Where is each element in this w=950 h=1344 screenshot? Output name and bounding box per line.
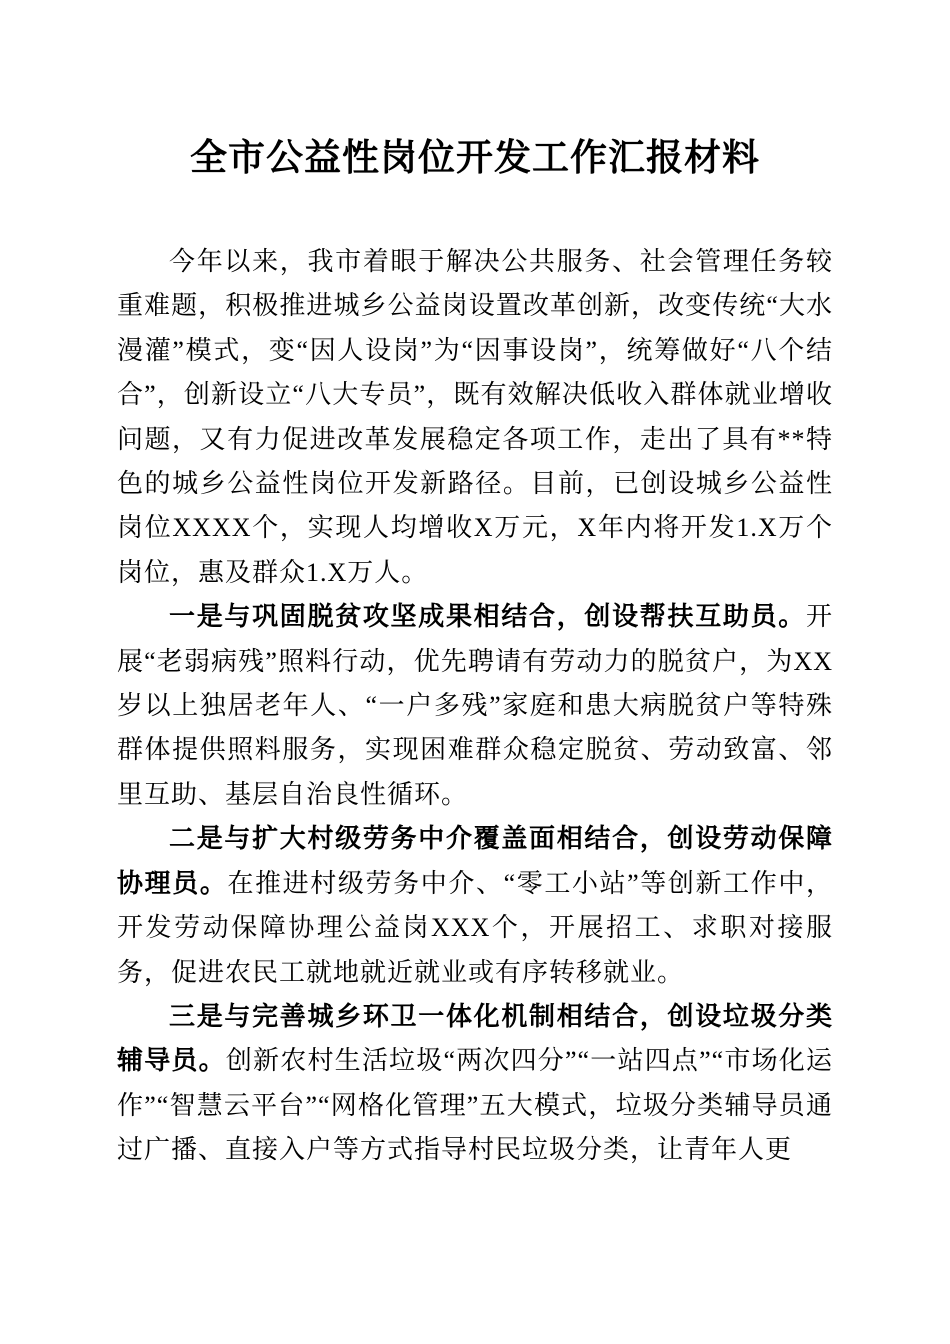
paragraph-point-2-lead-bold: 二是与扩大村级劳务中介覆盖面相结合，创设劳动保障协理员。 — [117, 824, 833, 898]
paragraph-point-1-text: 开展“老弱病残”照料行动，优先聘请有劳动力的脱贫户，为XX岁以上独居老年人、“一户多残”家庭和患大病脱贫户等特殊群体提供照料服务，实现困难群众稳定脱贫、劳动致富、邻里互助、基层自治良性循环。 — [117, 602, 833, 809]
paragraph-point-1 — [117, 595, 833, 817]
paragraph-point-3 — [117, 995, 833, 1173]
paragraph-point-2-text: 在推进村级劳务中介、“零工小站”等创新工作中，开发劳动保障协理公益岗XXX个，开展招工、求职对接服务，促进农民工就地就近就业或有序转移就业。 — [117, 868, 833, 987]
document-body — [117, 240, 833, 1173]
paragraph-point-1-lead-bold: 一是与巩固脱贫攻坚成果相结合，创设帮扶互助员。 — [169, 602, 806, 632]
paragraph-intro — [117, 240, 833, 595]
paragraph-point-3-lead-bold: 三是与完善城乡环卫一体化机制相结合，创设垃圾分类辅导员。 — [117, 1001, 833, 1076]
paragraph-intro-text: 今年以来，我市着眼于解决公共服务、社会管理任务较重难题，积极推进城乡公益岗设置改革创新，改变传统“大水漫灌”模式，变“因人设岗”为“因事设岗”，统筹做好“八个结合”，创新设立“八大专员”，既有效解决低收入群体就业增收问题，又有力促进改革发展稳定各项工作，走出了具有**特色的城乡公益性岗位开发新路径。目前，已创设城乡公益性岗位XXXX个，实现人均增收X万元，X年内将开发1.X万个岗位，惠及群众1.X万人。 — [117, 247, 833, 587]
paragraph-point-2 — [117, 817, 833, 995]
paragraph-point-3-text: 创新农村生活垃圾“两次四分”“一站四点”“市场化运作”“智慧云平台”“网格化管理”五大模式，垃圾分类辅导员通过广播、直接入户等方式指导村民垃圾分类，让青年人更 — [117, 1046, 833, 1165]
document-title: 全市公益性岗位开发工作汇报材料 — [190, 138, 760, 179]
